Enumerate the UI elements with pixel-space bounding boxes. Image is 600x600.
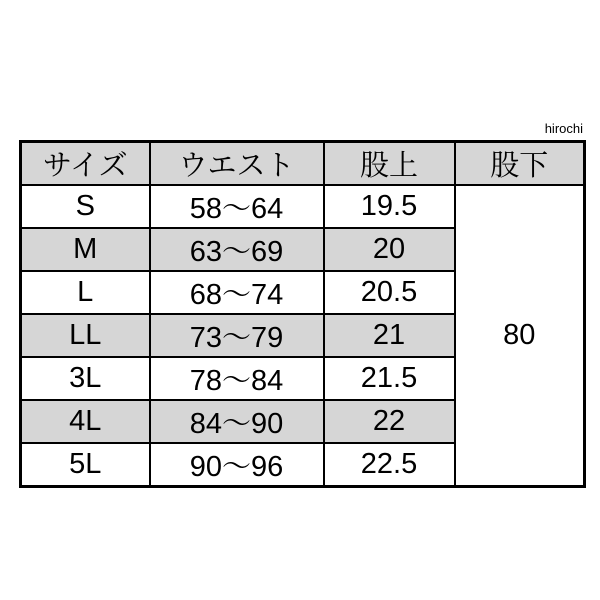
waist-cell: 78〜84: [150, 357, 324, 400]
size-cell: 5L: [21, 443, 150, 487]
watermark-text: hirochi: [544, 121, 583, 136]
size-chart-table: [19, 140, 586, 488]
waist-cell: 68〜74: [150, 271, 324, 314]
size-cell: 3L: [21, 357, 150, 400]
column-header-waist: ウエスト: [150, 142, 324, 186]
size-cell: S: [21, 185, 150, 228]
column-header-inseam: 股下: [455, 142, 585, 186]
waist-cell: 90〜96: [150, 443, 324, 487]
rise-cell: 21: [324, 314, 455, 357]
size-cell: L: [21, 271, 150, 314]
rise-cell: 19.5: [324, 185, 455, 228]
header-row: [21, 142, 585, 186]
inseam-merged-cell: 80: [455, 185, 585, 487]
table-row: [21, 185, 585, 228]
waist-cell: 73〜79: [150, 314, 324, 357]
size-cell: 4L: [21, 400, 150, 443]
rise-cell: 22: [324, 400, 455, 443]
rise-cell: 20.5: [324, 271, 455, 314]
waist-cell: 58〜64: [150, 185, 324, 228]
waist-cell: 63〜69: [150, 228, 324, 271]
column-header-size: サイズ: [21, 142, 150, 186]
size-cell: M: [21, 228, 150, 271]
waist-cell: 84〜90: [150, 400, 324, 443]
rise-cell: 21.5: [324, 357, 455, 400]
rise-cell: 22.5: [324, 443, 455, 487]
size-cell: LL: [21, 314, 150, 357]
column-header-rise: 股上: [324, 142, 455, 186]
rise-cell: 20: [324, 228, 455, 271]
